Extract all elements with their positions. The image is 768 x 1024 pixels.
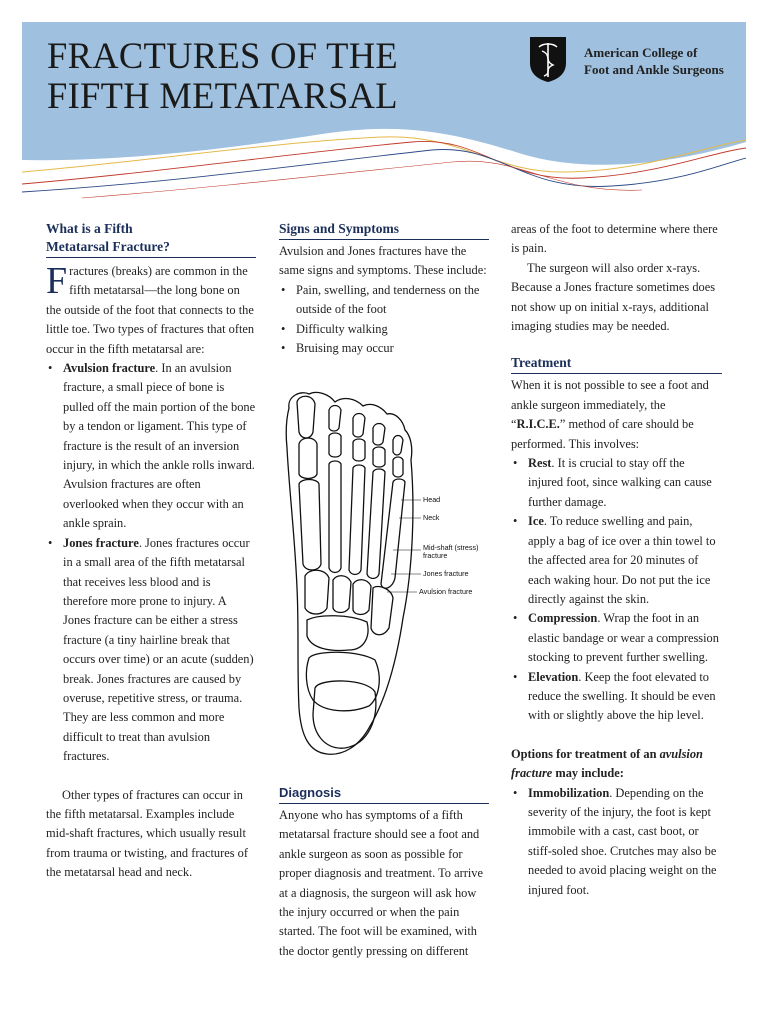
list-item-term: Ice	[528, 514, 544, 529]
treatment-intro	[511, 376, 722, 454]
list-item-term: Elevation	[528, 669, 579, 684]
list-item	[46, 359, 256, 534]
label-head: Head	[423, 495, 441, 504]
list-item-text: . To reduce swelling and pain, apply a bag of ice over a thin towel to the affected area for 20 minutes of each waking hour. Do not put the ice directly against the skin.	[528, 514, 716, 606]
diagnosis-heading: Diagnosis	[279, 784, 489, 804]
options-post: may include:	[552, 766, 624, 781]
list-item: • Pain, swelling, and tenderness on the outside of the foot	[279, 281, 489, 320]
treatment-intro-post: ” method of care should be performed. This involves:	[511, 417, 694, 451]
options-list	[511, 784, 722, 900]
column-1	[46, 220, 256, 883]
xray-paragraph: The surgeon will also order x-rays. Because a Jones fracture sometimes does not show up on initial x-rays, additional imaging studies may be needed.	[511, 260, 716, 334]
org-line-1: American College of	[584, 45, 698, 60]
header-banner	[22, 22, 746, 200]
signs-heading: Signs and Symptoms	[279, 220, 489, 240]
org-line-2: Foot and Ankle Surgeons	[584, 62, 724, 77]
drop-cap: F	[46, 260, 68, 302]
intro-text: ractures (breaks) are common in the fifth metatarsal—the long bone on the outside of the foot that connects to the little toe. Two types of fractures that often occur in the fifth metatarsal are:	[46, 264, 255, 356]
list-item	[511, 454, 722, 512]
treatment-intro-pre: When it is not possible to see a foot and ankle surgeon immediately, the “	[511, 378, 709, 432]
diagnosis-text: Anyone who has symptoms of a fifth metatarsal fracture should see a foot and ankle surgeon as soon as possible for proper diagnosis and treatment. To arrive at a diagnosis, the surgeon will ask how the injury occurred or when the pain started. The foot will be examined, with the doctor gently pressing on different	[279, 808, 483, 958]
what-is-heading-line-1: What is a Fifth	[46, 221, 133, 236]
rice-term: R.I.C.E.	[516, 417, 560, 432]
label-jones: Jones fracture	[423, 569, 469, 578]
label-neck: Neck	[423, 513, 440, 522]
list-item-term: Compression	[528, 611, 598, 626]
list-item: • Difficulty walking	[279, 320, 489, 339]
list-item-text: . Depending on the severity of the injury, the foot is kept immobile with a cast, cast boot, or stiff-soled shoe. Crutches may also be needed to avoid placing weight on the injured foot.	[528, 785, 717, 897]
label-avulsion: Avulsion fracture	[419, 587, 473, 596]
acfas-logo-icon	[528, 35, 568, 83]
diagnosis-continued: areas of the foot to determine where there is pain.	[511, 222, 718, 256]
list-item-text: . Jones fractures occur in a small area of the fifth metatarsal that receives less blood and is therefore more prone to injury. A Jones fracture can be either a stress fracture (a tiny hairline break that occurs over time) or an acute (sudden) break. Jones fractures are caused by overuse, repetitive stress, or trauma. They are less common and more difficult to treat than avulsion fractures.	[63, 535, 254, 764]
list-item-text: . In an avulsion fracture, a small piece of bone is pulled off the main portion of the bone by a tendon or ligament. This type of fracture is the result of an inversion injury, in which the ankle rolls inward. Avulsion fractures are often overlooked when they occur with an ankle sprain.	[63, 361, 256, 531]
list-item-term: Jones fracture	[63, 535, 139, 550]
list-item-term: Rest	[528, 456, 552, 471]
list-item	[511, 668, 722, 726]
signs-intro: Avulsion and Jones fractures have the same signs and symptoms. These include:	[279, 244, 487, 278]
column-2	[279, 220, 489, 358]
column-3	[511, 220, 722, 900]
label-midshaft-line-2: fracture	[423, 551, 448, 560]
list-item-term: Immobilization	[528, 785, 610, 800]
rice-list	[511, 454, 722, 726]
list-item	[511, 784, 722, 900]
list-item	[511, 609, 722, 667]
list-item-text: . Wrap the foot in an elastic bandage or wear a compression stocking to prevent further swelling.	[528, 611, 719, 665]
other-types-paragraph: Other types of fractures can occur in the fifth metatarsal. Examples include mid-shaft fractures, which usually result from trauma or twisting, and fractures of the metatarsal head and neck.	[46, 787, 248, 880]
what-is-heading	[46, 220, 256, 258]
label-midshaft-line-1: Mid-shaft (stress)	[423, 543, 479, 552]
list-item	[46, 534, 256, 767]
intro-paragraph	[46, 262, 256, 359]
foot-skeleton-figure	[279, 388, 489, 766]
what-is-heading-line-2: Metatarsal Fracture?	[46, 239, 170, 254]
treatment-heading: Treatment	[511, 354, 722, 374]
list-item-term: Avulsion fracture	[63, 361, 156, 376]
title-line-1: FRACTURES OF THE	[47, 35, 398, 76]
options-pre: Options for treatment of an	[511, 746, 660, 761]
list-item	[511, 512, 722, 609]
options-heading	[511, 745, 722, 784]
diagnosis-section	[279, 784, 489, 961]
fracture-types-list	[46, 359, 256, 767]
organization-name	[584, 44, 724, 78]
symptoms-list	[279, 281, 489, 359]
options-em: avulsion fracture	[511, 746, 703, 781]
list-item-text: . It is crucial to stay off the injured foot, since walking can cause further damage.	[528, 456, 712, 509]
list-item-text: . Keep the foot elevated to reduce the swelling. It should be even with or slightly above the hip level.	[528, 669, 716, 723]
title-line-2: FIFTH METATARSAL	[47, 75, 398, 116]
page-title	[47, 36, 398, 116]
list-item: • Bruising may occur	[279, 339, 489, 358]
